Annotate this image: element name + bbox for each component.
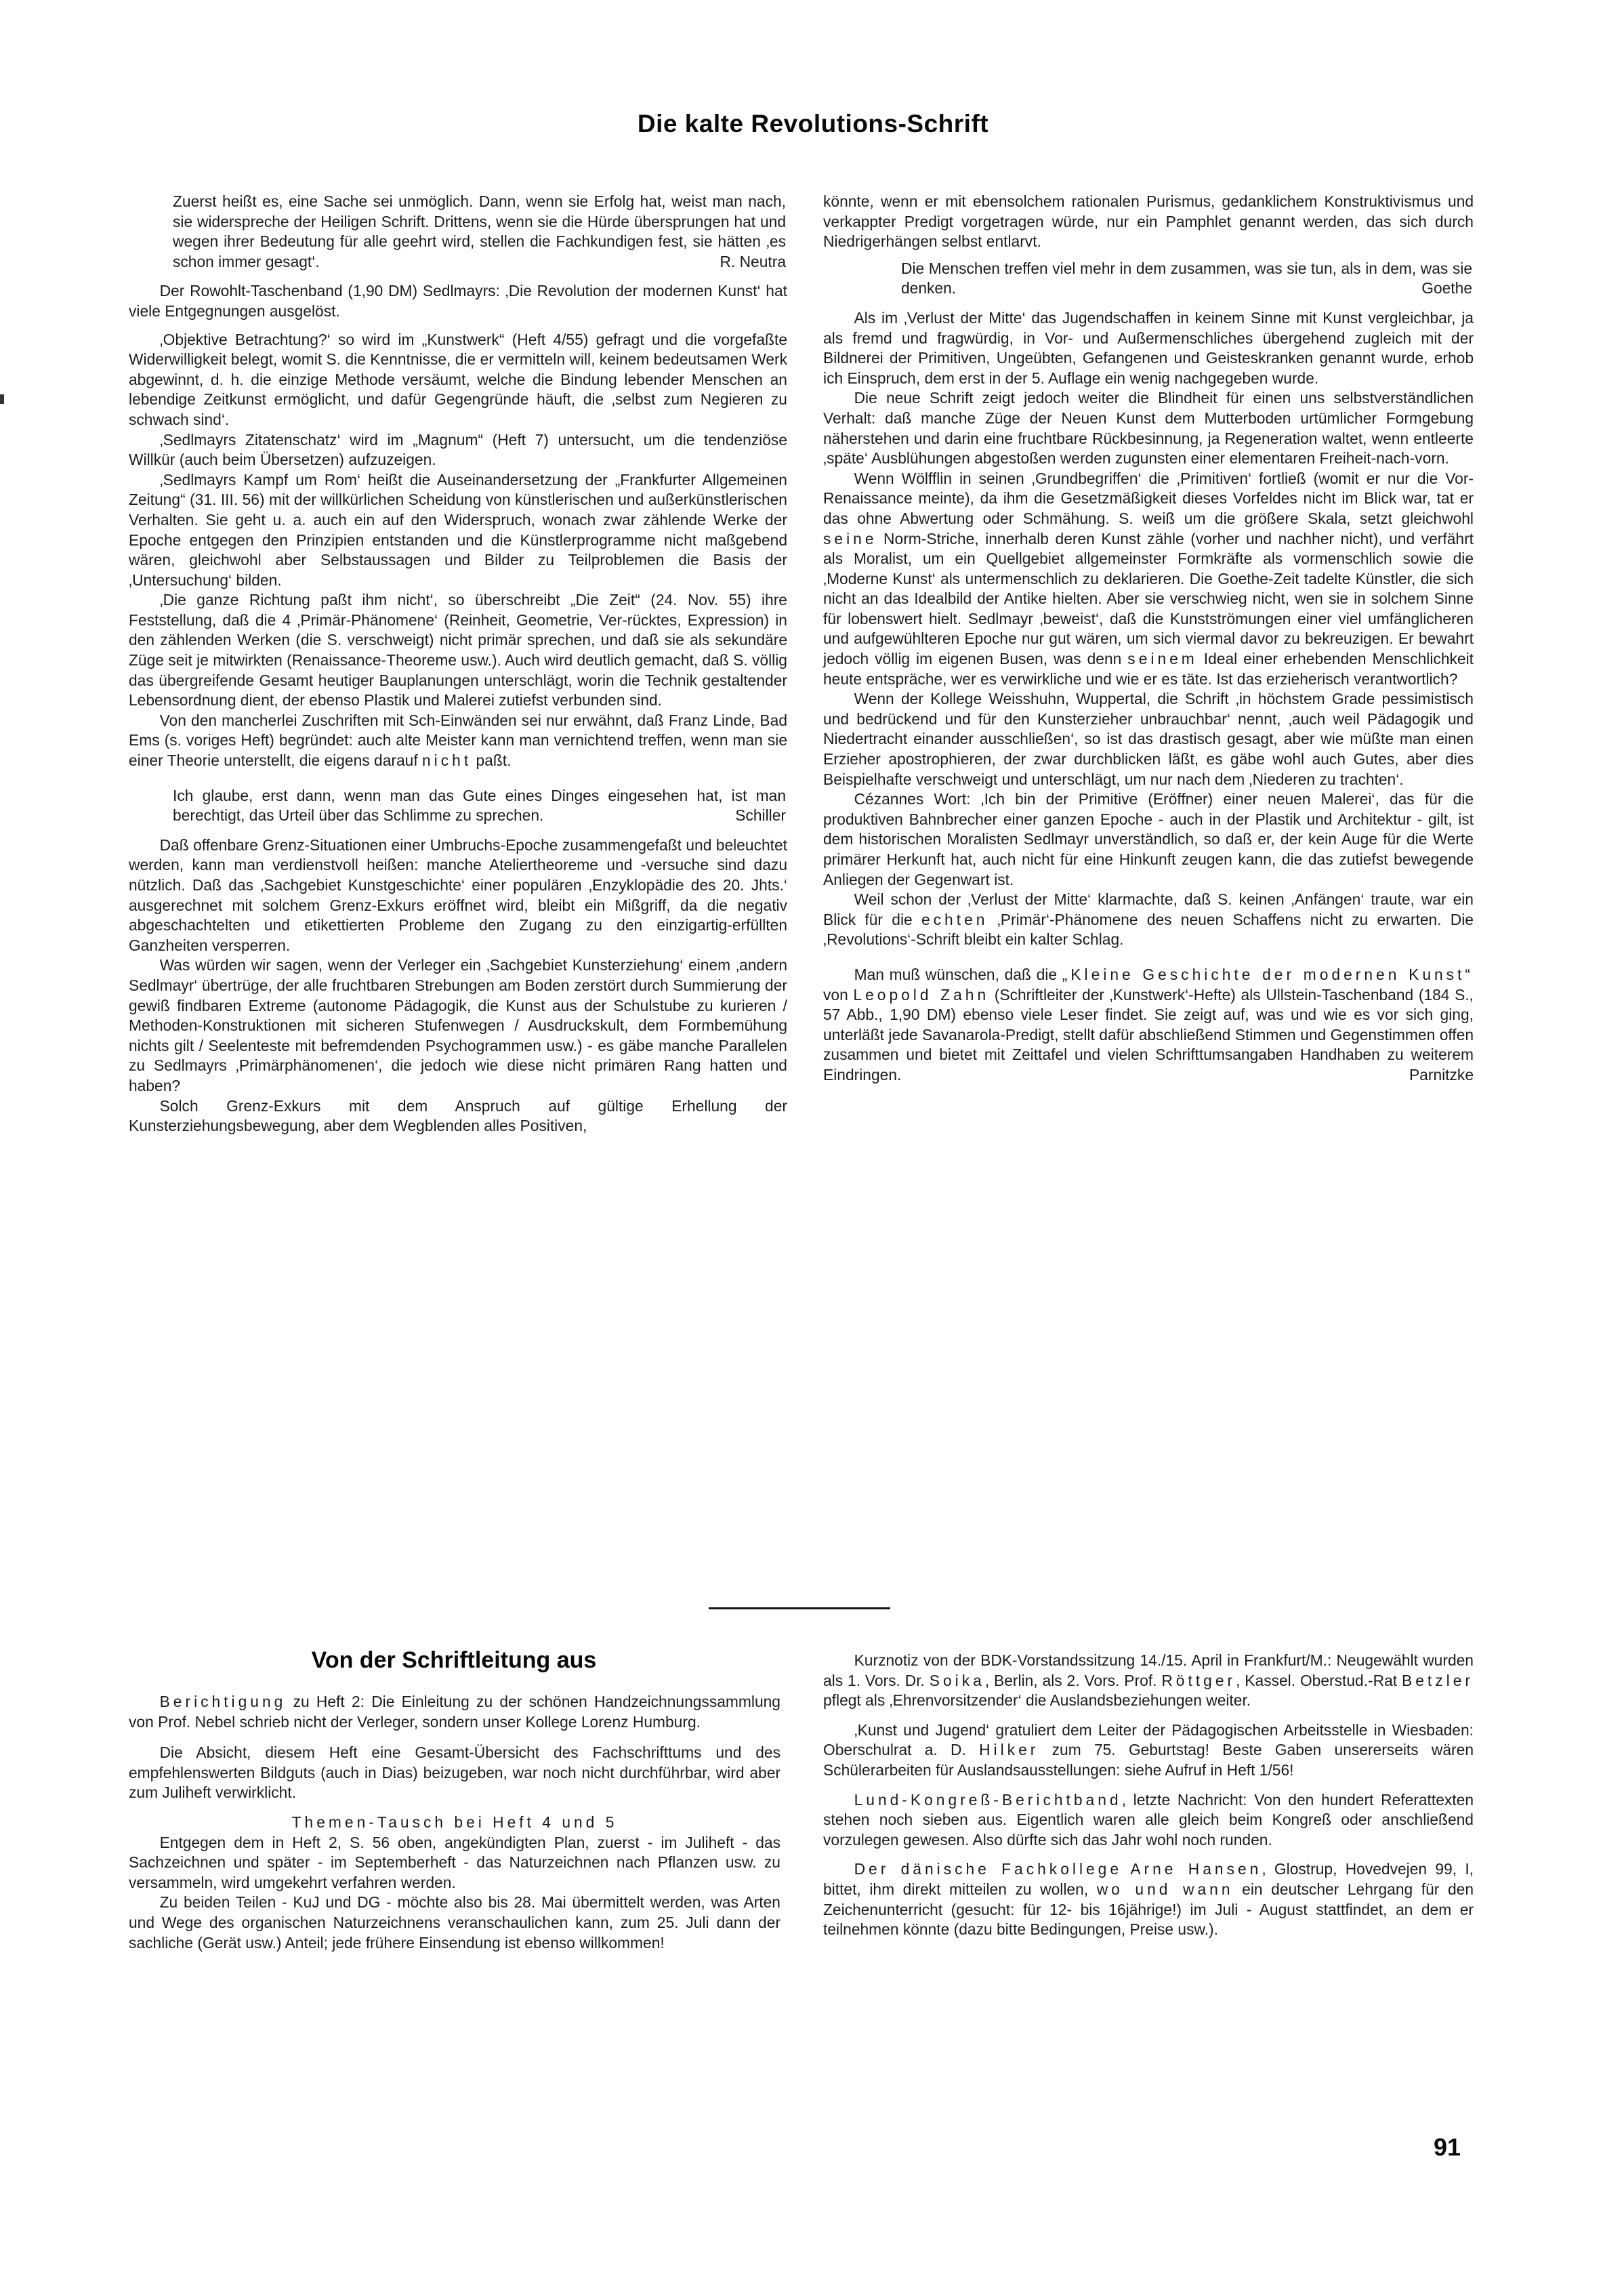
section-right-column <box>823 1651 1474 1940</box>
paragraph: Zu beiden Teilen - KuJ und DG - möchte also bis 28. Mai übermittelt werden, was Arten und Wege des organischen Naturzeichnens veranschaulichen kann, zum 25. Juli dann der sachliche (Gerät usw.) Anteil; jede frühere Einsendung ist ebenso willkommen! <box>129 1893 780 1952</box>
paragraph-text: von <box>823 985 848 1004</box>
paragraph <box>823 1720 1474 1781</box>
paragraph-text: Norm-Striche, innerhalb deren Kunst zähle (vorher und nachher nicht), und verfährt als Moralist, um ein Quellgebiet allgemeinster Formkräfte als vormenschlich sowie die ‚Moderne Kunst‘ als untermenschlich zu deklarieren. Die Goethe-Zeit tadelte Künstler, die sich nicht an das Idealbild der Antike hielten. Aber sie verschwieg nicht, wen sie in solchem Sinne für lobenswert hielt. Sedlmayr ‚beweist‘, daß die Kunstströmungen einer viel umfänglicheren und aufgewühlteren Epoche nur gut wären, um sich viermal davor zu bekreuzigen. Er bewahrt jedoch völlig im eigenen Busen, was denn <box>823 529 1474 668</box>
paragraph: ‚Sedlmayrs Kampf um Rom‘ heißt die Auseinandersetzung der „Frankfurter Allgemeinen Zeitung“ (31. III. 56) mit der willkürlichen Scheidung von künstlerischen und außerkünstlerischen Verhalten. Sie geht u. a. auch ein auf den Widerspruch, wonach zwar zählende Werke der Epoche entgegen den Prinzipien entstanden und die Künstlerprogramme nicht maßgebend wären, gleichwohl aber Selbstaussagen und Bilder zu Teilproblemen die Basis der ‚Untersuchung‘ bilden. <box>129 470 787 589</box>
paragraph: Cézannes Wort: ‚Ich bin der Primitive (Eröffner) einer neuen Malerei‘, das für die produktiven Bahnbrecher einer ganzen Epoche - auch in der Plastik und Architektur - gilt, ist dem historischen Moralisten Sedlmayr unverständlich, so daß er, der kein Auge für die Werte primärer Herkunft hat, auch nicht für eine Hinkunft zeugen kann, die das zutiefst bewegende Anliegen der Gegenwart ist. <box>823 790 1474 888</box>
section-divider <box>709 1607 890 1609</box>
paragraph-text: Wenn Wölfflin in seinen ‚Grundbegriffen‘ die ‚Primitiven‘ fortließ (womit er nur die Vor-Renaissance meinte), da ihm die Gesetzmäßigkeit dieses Vorfeldes nicht im Blick war, tat er das ohne Abwertung oder Schmähung. S. weiß um die größere Skala, setzt gleichwohl <box>823 469 1474 527</box>
page-number: 91 <box>1434 2133 1461 2161</box>
paragraph <box>823 1790 1474 1851</box>
book-title-spaced: „Kleine Geschichte der modernen Kunst“ <box>1062 965 1474 983</box>
paragraph: Daß offenbare Grenz-Situationen einer Umbruchs-Epoche zusammengefaßt und beleuchtet werden, kann man verdienstvoll heißen: manche Ateliertheoreme und -versuche sind dazu nützlich. Daß das ‚Sachgebiet Kunstgeschichte‘ einer populären ‚Enzyklopädie des 20. Jhts.‘ ausgerechnet mit solchem Grenz-Exkurs eröffnet wird, bleibt ein Mißgriff, da die negativ abgeschachtelten und etikettierten Probleme den Zugang zu den einzigartig-erfüllten Ganzheiten versperren. <box>129 836 787 954</box>
person-name-spaced: Soika <box>929 1671 985 1689</box>
paragraph-text: Ideal einer erhebenden Menschlichkeit heute entspräche, wer es verwirkliche und wie er es täte. Ist das erzieherisch verantwortlich? <box>823 650 1474 688</box>
paragraph: Wenn der Kollege Weisshuhn, Wuppertal, die Schrift ‚in höchstem Grade pessimistisch und bedrückend und für den Kunsterzieher unbrauchbar‘ nennt, ‚auch weil Pädagogik und Niedertracht einander ausschließen‘, so ist das drastisch gesagt, aber wie müßte man einen Erzieher apostrophieren, der zwar durchblicken läßt, es gäbe wohl auch Gutes, aber dies Beispielhafte verschweigt und unterschlägt, um nur nach dem ‚Niederen zu trachten‘. <box>823 690 1474 788</box>
person-name-spaced: Röttger <box>1161 1671 1236 1689</box>
epigraph <box>129 192 787 272</box>
paragraph: Die Absicht, diesem Heft eine Gesamt-Übersicht des Fachschrifttums und des empfehlenswerten Bildguts (auch in Dias) beizugeben, war noch nicht durchführbar, wird aber zum Juliheft verwirklicht. <box>129 1744 780 1802</box>
paragraph <box>823 469 1474 690</box>
paragraph-text: , Glostrup, Hovedvejen 99, I, bittet, ihm direkt mitteilen zu wollen, <box>823 1860 1474 1898</box>
emphasis-spaced: echten <box>921 910 988 928</box>
paragraph-text: Man muß wünschen, daß die <box>854 965 1058 983</box>
epigraph-text: Zuerst heißt es, eine Sache sei unmöglich. Dann, wenn sie Erfolg hat, weist man nach, sie widerspreche der Heiligen Schrift. Drittens, wenn sie die Hürde übersprungen hat und wegen ihrer Bedeutung für alle geehrt wird, stellen die Fachkundigen fest, sie hätten ‚es schon immer gesagt‘. <box>173 192 786 270</box>
paragraph: ‚Objektive Betrachtung?‘ so wird im „Kunstwerk“ (Heft 4/55) gefragt und die vorgefaßte Widerwilligkeit belegt, womit S. die Kenntnisse, die er vermitteln will, keinem bedeutsamen Werk abgewinnt, d. h. die einzige Methode versäumt, welche die Bindung lebender Menschen an lebendige Zeitkunst ermöglicht, und dafür Gegengründe häuft, die ‚selbst zum Negieren zu schwach sind‘. <box>129 330 787 428</box>
goethe-quote <box>823 259 1474 299</box>
margin-mark <box>0 394 4 404</box>
paragraph: könnte, wenn er mit ebensolchem rationalen Purismus, gedanklichem Konstruktivismus und verkappter Predigt vorgetragen würde, nur ein Pamphlet genannt werden, das sich durch Niedrigerhängen selbst entlarvt. <box>823 192 1474 251</box>
paragraph-text: zum 75. Geburtstag! Beste Gaben unsererseits wären Schülerarbeiten für Auslandsausstellungen: siehe Aufruf in Heft 1/56! <box>823 1741 1474 1779</box>
person-name-spaced: Betzler <box>1402 1671 1474 1689</box>
label-spaced: Berichtigung <box>159 1693 287 1710</box>
paragraph: Als im ‚Verlust der Mitte‘ das Jugendschaffen in keinem Sinne mit Kunst vergleichbar, ja als fremd und fragwürdig, in Vor- und Außermenschliches übergehend zugleich mit der Bildnerei der Primitiven, Ungeübten, Gefangenen und Geisteskranken genannt wurde, erhob ich Einspruch, dem erst in der 5. Auflage ein wenig nachgegeben wurde. <box>823 308 1474 387</box>
paragraph: Entgegen dem in Heft 2, S. 56 oben, angekündigten Plan, zuerst - im Juliheft - das Sachzeichnen und später - im Septemberheft - das Naturzeichnen nach Pflanzen usw. zu versammeln, wird umgekehrt verfahren werden. <box>129 1833 780 1891</box>
paragraph-text: ‚Kunst und Jugend‘ gratuliert dem Leiter der Pädagogischen Arbeitsstelle in Wiesbaden: Oberschulrat a. D. <box>823 1720 1474 1759</box>
subheading: Themen-Tausch bei Heft 4 und 5 <box>291 1813 618 1831</box>
section-title: Von der Schriftleitung aus <box>311 1647 597 1673</box>
paragraph: Solch Grenz-Exkurs mit dem Anspruch auf gültige Erhellung der Kunsterziehungsbewegung, aber dem Wegblenden alles Positiven, <box>129 1096 787 1135</box>
label-spaced: Lund-Kongreß-Berichtband <box>854 1790 1122 1809</box>
quote-author: Schiller <box>735 806 786 825</box>
person-name-spaced: Hilker <box>979 1741 1039 1759</box>
emphasis-spaced: seinem <box>1127 650 1198 668</box>
paragraph: Die neue Schrift zeigt jedoch weiter die Blindheit für einen uns selbstverständlichen Verhalt: daß manche Züge der Neuen Kunst dem Mutterboden urtümlicher Formgebung näherstehen und darin eine fruchtbare Rückbesinnung, ja Regeneration waltet, wenn entleerte ‚späte‘ Ausblühungen abgestoßen werden zugunsten einer elementaren Freiheit-nach-vorn. <box>823 389 1474 468</box>
paragraph <box>823 1651 1474 1711</box>
paragraph: Der Rowohlt-Taschenband (1,90 DM) Sedlmayrs: ‚Die Revolution der modernen Kunst‘ hat viele Entgegnungen ausgelöst. <box>129 282 787 320</box>
author-name-spaced: Leopold Zahn <box>853 985 990 1004</box>
paragraph: Was würden wir sagen, wenn der Verleger ein ‚Sachgebiet Kunsterziehung‘ einem ‚andern Sedlmayr‘ übertrüge, der alle fruchtbaren Strebungen am Boden zerstört durch Summierung der gewiß findbaren Extreme (autonome Pädagogik, die Kunst aus der Schulstube zu kurieren / Methoden-Konstruktionen mit sicheren Stufenwegen / Ausdruckskult, dem Formbemühung nichts gilt / Seelenteste mit befremdenden Psychogrammen usw.) - es gäbe manche Parallelen zu Sedlmayrs ‚Primärphänomenen‘, die jedoch wie diese nicht primären Rang hatten und haben? <box>129 956 787 1094</box>
text-spaced: Der dänische Fachkollege <box>854 1860 1123 1878</box>
paragraph-text: , Berlin, als 2. Vors. Prof. <box>984 1671 1157 1689</box>
paragraph <box>129 711 787 771</box>
article-left-column <box>129 192 787 1136</box>
paragraph <box>823 1859 1474 1939</box>
article-right-column <box>823 192 1474 1086</box>
text-spaced: wo und wann <box>1096 1880 1234 1898</box>
paragraph-text: pflegt als ‚Ehrenvorsitzender‘ die Auslandsbeziehungen weiter. <box>823 1691 1251 1710</box>
paragraph: ‚Sedlmayrs Zitatenschatz‘ wird im „Magnum“ (Heft 7) untersucht, um die tendenziöse Willkür (auch beim Übersetzen) aufzuzeigen. <box>129 430 787 469</box>
paragraph-text: Von den mancherlei Zuschriften mit Sch-Einwänden sei nur erwähnt, daß Franz Linde, Bad Ems (s. voriges Heft) begründet: auch alte Meister kann man vernichtend treffen, wenn man sie einer Theorie unterstellt, die eigens darauf <box>129 711 787 770</box>
paragraph-text: ein deutscher Lehrgang für den Zeichenunterricht (gesucht: für 12- bis 16jährige!) im Juli - August stattfindet, an dem er teilnehmen könnte (dazu bitte Bedingungen, Preise usw.). <box>823 1880 1474 1939</box>
paragraph: ‚Die ganze Richtung paßt ihm nicht‘, so überschreibt „Die Zeit“ (24. Nov. 55) ihre Feststellung, daß die 4 ‚Primär-Phänomene‘ (Reinheit, Geometrie, Ver-rücktes, Expression) in den zählenden Werken (die S. verschweigt) nicht primär sprechen, und daß sie als sekundäre Züge seit je mitwirkten (Renaissance-Theoreme usw.). Auch wird deutlich gemacht, daß S. völlig das übergreifende Gesamt heutiger Bauplanungen unterschlägt, worin die Technik gestaltender Lebensordnung dient, der ebenso Plastik und Malerei zutiefst verbunden sind. <box>129 591 787 709</box>
paragraph-text: , Kassel. Oberstud.-Rat <box>1236 1671 1398 1689</box>
emphasis-spaced: nicht <box>422 751 472 770</box>
paragraph-text: ‚Primär‘-Phänomene des neuen Schaffens nicht zu erwarten. Die ‚Revolutions‘-Schrift bleibt ein kalter Schlag. <box>823 910 1474 949</box>
article-title: Die kalte Revolutions-Schrift <box>637 110 989 138</box>
article-signature: Parnitzke <box>1409 1065 1474 1084</box>
quote-text: Ich glaube, erst dann, wenn man das Gute eines Dinges eingesehen hat, ist man berechtigt, das Urteil über das Schlimme zu sprechen. <box>173 786 786 825</box>
epigraph-author: R. Neutra <box>720 252 786 270</box>
paragraph-text: Weil schon der ‚Verlust der Mitte‘ klarmachte, daß S. keinen ‚Anfängen‘ traute, war ein Blick für die <box>823 890 1474 928</box>
schiller-quote <box>129 786 787 826</box>
section-left-column <box>129 1692 780 1953</box>
paragraph <box>129 1692 780 1732</box>
quote-author: Goethe <box>1421 279 1472 297</box>
paragraph-text: zu Heft 2: Die Einleitung zu der schönen Handzeichnungssammlung von Prof. Nebel schrieb nicht der Verleger, sondern unser Kollege Lorenz Humburg. <box>129 1693 780 1731</box>
paragraph-text: (Schriftleiter der ‚Kunstwerk‘-Hefte) als Ullstein-Taschenband (184 S., 57 Abb., 1,90 DM) ebenso viele Leser findet. Sie zeigt auf, was und wie es vor sich ging, unterläßt jede Savanarola-Predigt, stellt dafür abschließend Stimmen und Gegenstimmen offen zusammen und bietet mit Zeittafel und vielen Schrifttumsangaben Handhaben zu weiterem Eindringen. <box>823 985 1474 1084</box>
paragraph-text: paßt. <box>476 751 512 770</box>
paragraph-text: Kurznotiz von der BDK-Vorstandssitzung 14./15. April in Frankfurt/M.: Neugewählt wurden als 1. Vors. Dr. <box>823 1651 1474 1689</box>
paragraph-text: , letzte Nachricht: Von den hundert Referattexten stehen noch sieben aus. Eigentlich waren alle gleich beim Kongreß oder anschließend vorzulegen gewesen. Also dürfte sich das Jahr wohl noch runden. <box>823 1790 1474 1849</box>
paragraph <box>823 965 1474 1086</box>
emphasis-spaced: seine <box>823 529 877 548</box>
quote-text: Die Menschen treffen viel mehr in dem zusammen, was sie tun, als in dem, was sie denken. <box>901 259 1472 297</box>
person-name-spaced: Arne Hansen <box>1130 1860 1262 1878</box>
paragraph <box>823 890 1474 950</box>
